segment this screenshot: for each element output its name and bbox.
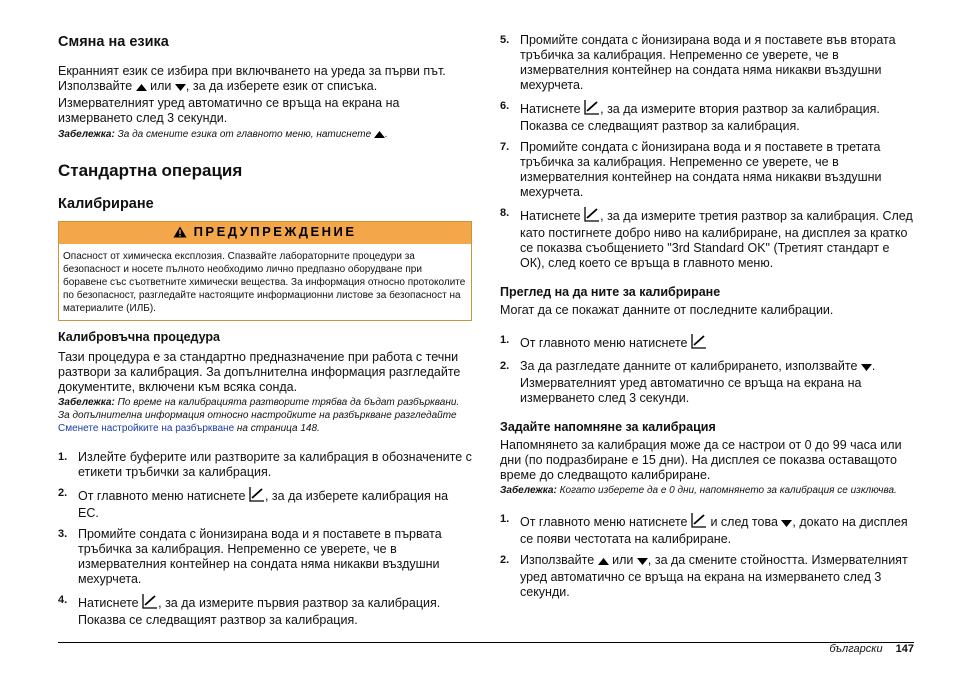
page-number: 147 <box>895 643 914 655</box>
down-arrow-icon <box>781 517 792 532</box>
list-item <box>500 140 914 200</box>
note-text: Когато изберете да е 0 дни, напомнянето за калибрация се изключва. <box>559 485 897 496</box>
warning-title: ПРЕДУПРЕЖДЕНИЕ <box>193 224 357 239</box>
calibration-icon <box>691 512 707 532</box>
step-text: От главното меню натиснете <box>520 515 688 529</box>
list-item <box>58 527 472 587</box>
list-item <box>58 486 472 521</box>
calibration-steps-left <box>58 450 472 628</box>
stirring-settings-link[interactable]: Сменете настройките на разбъркване <box>58 423 235 434</box>
reminder-paragraph: Напомнянето за калибрация може да се настрои от 0 до 99 часа или дни (по подразбиране е 15 дни). На дисплея се показва оставащото време до следващото калибриране. <box>500 438 902 482</box>
step-number: 2. <box>58 487 68 499</box>
step-text: Промийте сондата с йонизирана вода и я поставете във втората тръбичка за калибрация. Непременно се уверете, че в измервателния контейнер на сондата няма никакви въздушни мехурчета. <box>520 33 896 92</box>
step-number: 1. <box>58 451 68 463</box>
note-text: По време на калибрацията разтворите трябва да бъдат разбърквани. За допълнителна информация относно настройките на разбъркване разгледайте <box>58 397 460 421</box>
list-item <box>500 359 914 406</box>
calibration-icon <box>249 486 265 506</box>
warning-triangle-icon <box>173 226 187 241</box>
step-text: , за да смените стойността. Измервателният уред автоматично се връща на екрана на измерването след 3 секунди. <box>520 553 908 599</box>
step-text: Използвайте <box>520 553 595 567</box>
step-number: 1. <box>500 334 510 346</box>
step-text: или <box>612 553 634 567</box>
procedure-title: Калибровъчна процедура <box>58 330 220 344</box>
page-footer <box>829 643 914 655</box>
step-text: Промийте сондата с йонизирана вода и я поставете в третата тръбичка за калибрация. Непременно се уверете, че в измервателния контейнер на сондата няма никакви въздушни мехурчета. <box>520 140 882 199</box>
step-text: , за да измерите втория разтвор за калибрация. Показва се следващият разтвор за калибрация. <box>520 102 880 133</box>
footer-divider <box>58 642 914 643</box>
step-number: 5. <box>500 34 510 46</box>
up-arrow-icon <box>598 555 609 570</box>
step-number: 7. <box>500 141 510 153</box>
list-item <box>500 512 914 547</box>
language-note: Забележка: За да смените езика от главното меню, натиснете . <box>58 128 472 143</box>
step-text: и след това <box>710 515 778 529</box>
calibration-icon <box>142 593 158 613</box>
list-item <box>500 553 914 600</box>
language-text-3: Измервателният уред автоматично се връща на екрана на измерването след 3 секунди. <box>58 96 400 125</box>
step-text: , за да измерите първия разтвор за калибрация. Показва се следващият разтвор за калибрация. <box>78 596 441 627</box>
review-paragraph: Могат да се покажат данните от последните калибрации. <box>500 303 834 317</box>
calibration-title: Калибриране <box>58 196 154 212</box>
language-paragraph <box>58 64 472 126</box>
up-arrow-icon <box>136 81 147 96</box>
calibration-icon <box>584 99 600 119</box>
step-text: Натиснете <box>520 102 581 116</box>
step-text: От главното меню натиснете <box>520 336 688 350</box>
procedure-note <box>58 396 472 435</box>
list-item <box>500 206 914 271</box>
list-item <box>500 33 914 93</box>
step-text: От главното меню натиснете <box>78 489 246 503</box>
warning-box <box>58 221 472 321</box>
language-text-2b: или <box>150 79 172 93</box>
step-text: , за да измерите третия разтвор за калибрация. След като постигнете добро ниво на калибриране, на дисплея за кратко се показва съобщението "3rd Standard OK" (Третият стандарт е ОК), след което се връща в главното меню. <box>520 209 913 270</box>
list-item <box>58 450 472 480</box>
step-text: . Измервателният уред автоматично се връща на екрана на измерването след 3 секунди. <box>520 359 876 405</box>
review-title: Преглед на да ните за калибриране <box>500 285 721 299</box>
step-number: 2. <box>500 360 510 372</box>
reminder-steps <box>500 512 914 600</box>
left-column <box>58 30 472 634</box>
step-number: 8. <box>500 207 510 219</box>
step-number: 2. <box>500 554 510 566</box>
list-item <box>500 333 914 353</box>
step-text: Промийте сондата с йонизирана вода и я поставете в първата тръбичка за калибрация. Непременно се уверете, че в измервателния контейнер на сондата няма никакви въздушни мехурчета. <box>78 527 442 586</box>
step-number: 4. <box>58 594 68 606</box>
footer-language: български <box>829 643 883 655</box>
note-text: За да смените езика от главното меню, натиснете <box>117 129 372 140</box>
down-arrow-icon <box>175 81 186 96</box>
calibration-icon <box>691 333 707 353</box>
step-number: 3. <box>58 528 68 540</box>
review-steps <box>500 333 914 406</box>
warning-header <box>59 222 471 244</box>
up-arrow-icon <box>374 130 385 143</box>
step-text: За да разгледате данните от калибрирането, използвайте <box>520 359 858 373</box>
step-number: 6. <box>500 100 510 112</box>
note-label: Забележка: <box>58 397 115 408</box>
step-text: Натиснете <box>520 209 581 223</box>
right-column <box>500 33 914 606</box>
language-section-title: Смяна на езика <box>58 34 169 50</box>
language-text-2c: , за да изберете език от списъка. <box>185 79 378 93</box>
list-item <box>58 593 472 628</box>
down-arrow-icon <box>637 555 648 570</box>
calibration-steps-right <box>500 33 914 271</box>
step-text: , за да изберете калибрация на ЕС. <box>78 489 449 520</box>
note-label: Забележка: <box>500 485 557 496</box>
reminder-note <box>500 484 914 497</box>
calibration-icon <box>584 206 600 226</box>
language-text-1: Екранният език се избира при включването на уреда за първи път. <box>58 64 446 78</box>
list-item <box>500 99 914 134</box>
warning-text: Опасност от химическа експлозия. Спазвайте лабораторните процедури за безопасност и носете пълното необходимо лично предпазно оборудване при боравене със съответните химически вещества. За информация относно протоколите по безопасност, разгледайте настоящите информационни листове за безопасност на материалите (ИЛБ). <box>63 251 466 314</box>
note-tail: на страница 148. <box>236 423 320 434</box>
language-text-2a: Използвайте <box>58 79 133 93</box>
procedure-paragraph: Тази процедура е за стандартно предназначение при работа с течни разтвори за калибрация. За допълнителна информация разгледайте документите, включени към всяка сонда. <box>58 350 461 394</box>
standard-operation-title: Стандартна операция <box>58 161 243 180</box>
step-text: Излейте буферите или разтворите за калибрация в обозначените с етикети тръбички за калибрация. <box>78 450 472 479</box>
reminder-title: Задайте напомняне за калибрация <box>500 420 716 434</box>
note-label: Забележка: <box>58 129 115 140</box>
step-text: , докато на дисплея се появи честотата на калибриране. <box>520 515 908 546</box>
down-arrow-icon <box>861 361 872 376</box>
step-text: Натиснете <box>78 596 139 610</box>
step-number: 1. <box>500 513 510 525</box>
